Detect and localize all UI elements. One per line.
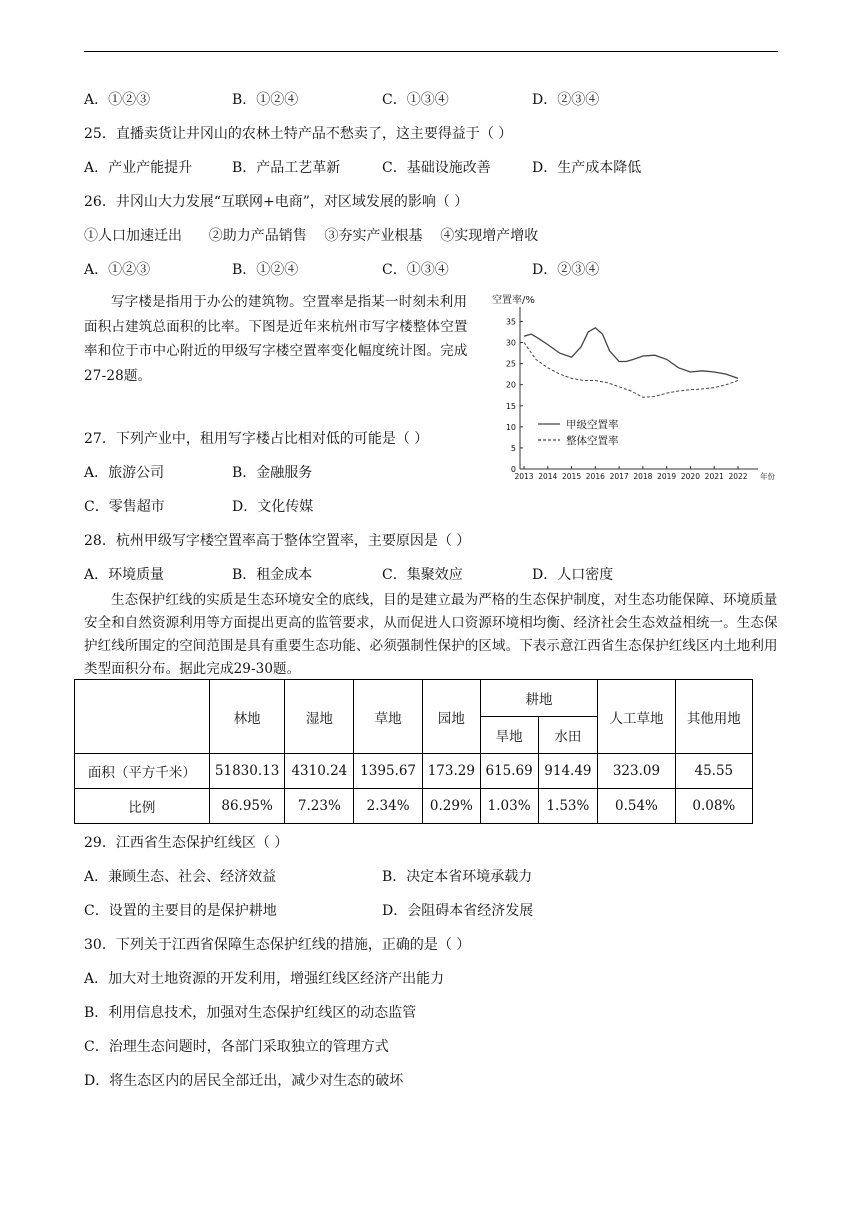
q30-stem: 30．下列关于江西省保障生态保护红线的措施，正确的是（ ）	[84, 937, 471, 953]
q28-option-a[interactable]: A．环境质量	[84, 567, 165, 583]
x-tick-label: 2020	[680, 472, 700, 481]
table-cell: 1.53%	[538, 789, 598, 824]
q30-option-d[interactable]: D．将生态区内的居民全部迁出，减少对生态的破坏	[84, 1073, 404, 1089]
q24-option-b[interactable]: B．①②④	[232, 92, 299, 108]
legend-label: 甲级空置率	[566, 419, 619, 431]
table-header: 湿地	[285, 680, 354, 754]
passage-ecological-redline: 生态保护红线的实质是生态环境安全的底线，目的是建立最为严格的生态保护制度，对生态功能保障、环境质量安全和自然资源利用等方面提出更高的监管要求，从而促进人口资源环境相均衡、经济社会生态效益相统一。生态保护红线所围定的空间范围是具有重要生态功能、必须强制性保护的区域。下表示意江西省生态保护红线区内土地利用类型面积分布。据此完成29-30题。	[84, 592, 778, 677]
q25-option-b[interactable]: B．产品工艺革新	[232, 160, 341, 176]
table-cell: 1.03%	[480, 789, 538, 824]
y-tick-label: 35	[505, 317, 516, 327]
x-axis-label: 年份	[760, 472, 775, 481]
x-tick-label: 2022	[728, 472, 748, 481]
q29-option-d[interactable]: D．会阻碍本省经济发展	[382, 903, 534, 919]
table-header: 耕地	[480, 680, 598, 717]
q24-option-a[interactable]: A．①②③	[84, 92, 151, 108]
q26-option-d[interactable]: D．②③④	[532, 262, 600, 278]
table-cell: 323.09	[598, 754, 675, 789]
table-row	[75, 789, 753, 824]
table-header: 草地	[354, 680, 423, 754]
q28-option-d[interactable]: D．人口密度	[532, 567, 614, 583]
table-cell: 45.55	[675, 754, 752, 789]
series-line-1	[524, 328, 738, 379]
table-header: 其他用地	[675, 680, 752, 754]
q30-option-a[interactable]: A．加大对土地资源的开发利用，增强红线区经济产出能力	[84, 971, 445, 987]
q25-stem: 25．直播卖货让井冈山的农林土特产品不愁卖了，这主要得益于（ ）	[84, 126, 513, 142]
q24-option-d[interactable]: D．②③④	[532, 92, 600, 108]
q27-option-a[interactable]: A．旅游公司	[84, 465, 165, 481]
q28-option-c[interactable]: C．集聚效应	[382, 567, 463, 583]
q25-option-a[interactable]: A．产业产能提升	[84, 160, 193, 176]
table-cell: 615.69	[480, 754, 538, 789]
q29-option-b[interactable]: B．决定本省环境承载力	[382, 869, 533, 885]
table-cell: 0.54%	[598, 789, 675, 824]
legend-label: 整体空置率	[566, 435, 619, 447]
q26-option-b[interactable]: B．①②④	[232, 262, 299, 278]
q29-stem: 29．江西省生态保护红线区（ ）	[84, 835, 289, 851]
table-cell: 914.49	[538, 754, 598, 789]
x-tick-label: 2018	[633, 472, 653, 481]
table-cell: 2.34%	[354, 789, 423, 824]
table-header: 林地	[209, 680, 285, 754]
x-tick-label: 2016	[585, 472, 605, 481]
q25-option-d[interactable]: D．生产成本降低	[532, 160, 642, 176]
q30-option-b[interactable]: B．利用信息技术，加强对生态保护红线区的动态监管	[84, 1005, 417, 1021]
table-cell: 51830.13	[209, 754, 285, 789]
x-tick-label: 2013	[514, 472, 534, 481]
table-cell: 1395.67	[354, 754, 423, 789]
q28-stem: 28．杭州甲级写字楼空置率高于整体空置率，主要原因是（ ）	[84, 533, 471, 549]
row-label: 面积（平方千米）	[75, 754, 210, 789]
q26-items: ①人口加速迁出 ②助力产品销售 ③夯实产业根基 ④实现增产增收	[84, 228, 539, 244]
q25-option-c[interactable]: C．基础设施改善	[382, 160, 491, 176]
table-cell: 86.95%	[209, 789, 285, 824]
y-tick-label: 0	[510, 465, 516, 474]
table-subheader: 水田	[538, 717, 598, 754]
table-header: 园地	[422, 680, 480, 754]
q27-stem: 27．下列产业中，租用写字楼占比相对低的可能是（ ）	[84, 431, 429, 447]
table-cell: 0.29%	[422, 789, 480, 824]
q26-option-c[interactable]: C．①③④	[382, 262, 449, 278]
table-cell: 173.29	[422, 754, 480, 789]
y-tick-label: 5	[510, 443, 516, 453]
y-axis-label: 空置率/%	[492, 295, 535, 306]
land-use-table	[74, 679, 753, 824]
y-tick-label: 10	[505, 422, 516, 432]
q29-option-c[interactable]: C．设置的主要目的是保护耕地	[84, 903, 277, 919]
q27-option-c[interactable]: C．零售超市	[84, 499, 165, 515]
q29-option-a[interactable]: A．兼顾生态、社会、经济效益	[84, 869, 277, 885]
q26-stem: 26．井冈山大力发展“互联网+电商”，对区域发展的影响（ ）	[84, 194, 469, 210]
q30-option-c[interactable]: C．治理生态问题时，各部门采取独立的管理方式	[84, 1039, 389, 1055]
q28-option-b[interactable]: B．租金成本	[232, 567, 313, 583]
x-tick-label: 2019	[657, 472, 677, 481]
table-cell: 4310.24	[285, 754, 354, 789]
x-tick-label: 2021	[704, 472, 724, 481]
table-row	[75, 754, 753, 789]
table-header: 人工草地	[598, 680, 675, 754]
x-tick-label: 2015	[562, 472, 582, 481]
x-tick-label: 2017	[609, 472, 629, 481]
passage-office-vacancy: 写字楼是指用于办公的建筑物。空置率是指某一时刻未利用面积占建筑总面积的比率。下图是近年来杭州市写字楼整体空置率和位于市中心附近的甲级写字楼空置率变化幅度统计图。完成27-28题。	[84, 294, 468, 384]
header-rule	[84, 51, 778, 52]
y-tick-label: 20	[505, 380, 516, 390]
y-tick-label: 30	[505, 338, 516, 348]
y-tick-label: 25	[505, 359, 516, 369]
table-cell: 0.08%	[675, 789, 752, 824]
q27-option-b[interactable]: B．金融服务	[232, 465, 313, 481]
q26-option-a[interactable]: A．①②③	[84, 262, 151, 278]
table-cell: 7.23%	[285, 789, 354, 824]
vacancy-rate-chart	[490, 291, 790, 481]
table-corner-cell	[75, 680, 210, 754]
row-label: 比例	[75, 789, 210, 824]
q24-option-c[interactable]: C．①③④	[382, 92, 449, 108]
x-tick-label: 2014	[538, 472, 558, 481]
q27-option-d[interactable]: D．文化传媒	[232, 499, 314, 515]
table-subheader: 旱地	[480, 717, 538, 754]
y-tick-label: 15	[505, 401, 516, 411]
